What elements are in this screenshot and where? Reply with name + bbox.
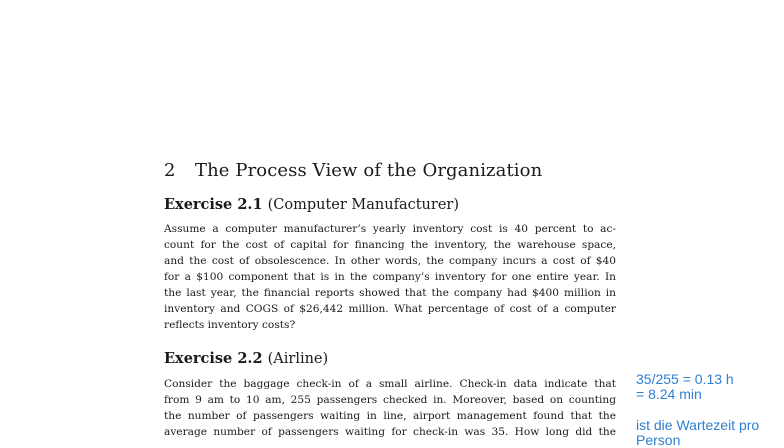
exercise-2-1-label: Exercise 2.1 — [164, 196, 263, 213]
paragraph-line: reflects inventory costs? — [164, 319, 296, 331]
paragraph-line: the last year, the financial reports showed that the company had $400 million in — [164, 287, 616, 299]
exercise-2-2-heading — [164, 350, 328, 367]
paragraph-line: from 9 am to 10 am, 255 passengers checked in. Moreover, based on counting — [164, 394, 616, 406]
paragraph-line: inventory and COGS of $26,442 million. What percentage of cost of a computer — [164, 303, 616, 315]
handwritten-annotation: = 8.24 min — [636, 386, 702, 402]
chapter-title — [164, 160, 542, 181]
paragraph-line: for a $100 component that is in the company’s inventory for one entire year. In — [164, 271, 616, 283]
exercise-2-2-subtitle: (Airline) — [267, 351, 329, 367]
exercise-2-2-label: Exercise 2.2 — [164, 350, 263, 367]
handwritten-annotation: 35/255 = 0.13 h — [636, 371, 734, 387]
exercise-2-1-subtitle: (Computer Manufacturer) — [267, 197, 459, 213]
paragraph-line: count for the cost of capital for financing the inventory, the warehouse space, — [164, 239, 616, 251]
chapter-title-text: The Process View of the Organization — [195, 160, 543, 181]
handwritten-annotation: Person — [636, 432, 681, 448]
chapter-number: 2 — [164, 160, 176, 181]
paragraph-line: Assume a computer manufacturer’s yearly inventory cost is 40 percent to ac- — [164, 223, 616, 235]
paragraph-line: average number of passengers waiting for check-in was 35. How long did the — [164, 426, 616, 438]
paragraph-line: Consider the baggage check-in of a small airline. Check-in data indicate that — [164, 378, 616, 390]
paragraph-line: and the cost of obsolescence. In other words, the company incurs a cost of $40 — [164, 255, 616, 267]
paragraph-line: the number of passengers waiting in line, airport management found that the — [164, 410, 616, 422]
handwritten-annotation: ist die Wartezeit pro — [636, 417, 760, 433]
exercise-2-1-heading — [164, 196, 459, 213]
